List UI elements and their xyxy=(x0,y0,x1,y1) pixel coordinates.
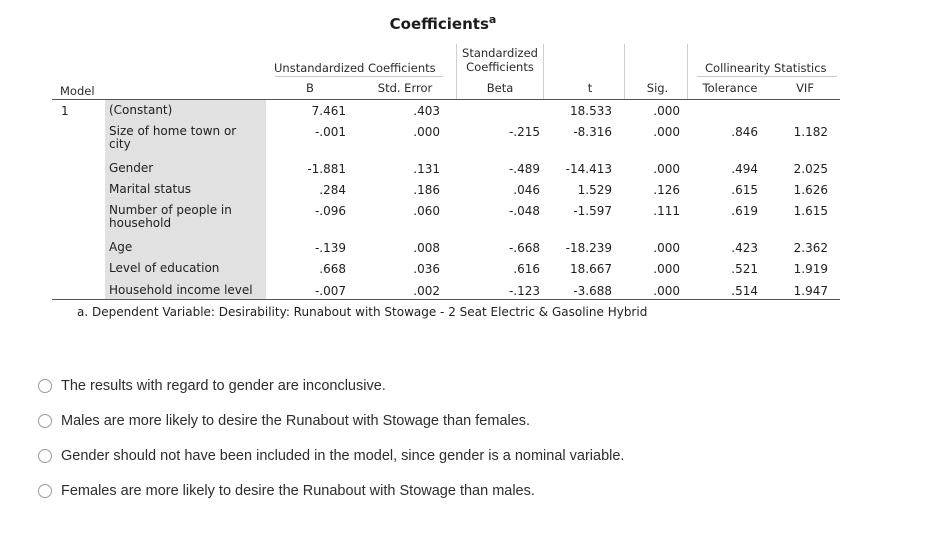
header-standardized-line1: Standardized xyxy=(462,46,538,60)
cell-b: -.139 xyxy=(314,241,346,255)
answer-option-2[interactable] xyxy=(38,412,530,430)
cell-b: 7.461 xyxy=(311,104,346,118)
cell-t: -1.597 xyxy=(573,204,612,218)
cell-se: .000 xyxy=(413,125,440,139)
row-label-line2: household xyxy=(109,216,172,230)
header-vif: VIF xyxy=(796,81,814,95)
cell-se: .403 xyxy=(413,104,440,118)
cell-tol: .514 xyxy=(731,284,758,298)
table-footnote: a. Dependent Variable: Desirability: Runabout with Stowage - 2 Seat Electric & Gasoline Hybrid xyxy=(77,305,648,319)
header-sig: Sig. xyxy=(646,81,669,95)
cell-beta: .616 xyxy=(513,262,540,276)
header-collinearity: Collinearity Statistics xyxy=(705,61,827,75)
answer-option-4[interactable] xyxy=(38,482,535,500)
cell-sig: .000 xyxy=(653,262,680,276)
cell-t: -3.688 xyxy=(573,284,612,298)
answer-option-label: Males are more likely to desire the Runabout with Stowage than females. xyxy=(61,413,531,429)
radio-icon[interactable] xyxy=(38,414,52,428)
header-rule-unstd xyxy=(275,76,443,77)
answer-option-3[interactable] xyxy=(38,447,624,465)
header-divider xyxy=(456,44,457,99)
cell-beta: -.489 xyxy=(508,162,540,176)
answer-option-label: The results with regard to gender are inconclusive. xyxy=(61,378,386,394)
cell-t: 18.533 xyxy=(570,104,612,118)
cell-tol: .846 xyxy=(731,125,758,139)
row-label-line1: Gender xyxy=(109,161,154,175)
cell-sig: .000 xyxy=(653,125,680,139)
cell-se: .186 xyxy=(413,183,440,197)
row-label-line1: (Constant) xyxy=(109,103,173,117)
header-bottom-rule xyxy=(52,99,840,100)
cell-b: -.096 xyxy=(314,204,346,218)
cell-vif: 1.919 xyxy=(793,262,828,276)
cell-tol: .423 xyxy=(731,241,758,255)
header-unstandardized: Unstandardized Coefficients xyxy=(274,61,436,75)
header-divider xyxy=(687,44,688,99)
row-label-line1: Age xyxy=(109,240,133,254)
row-label-line1: Size of home town or xyxy=(109,124,237,138)
row-label xyxy=(109,183,191,196)
row-label xyxy=(109,162,153,175)
row-label xyxy=(109,262,219,275)
cell-t: -18.239 xyxy=(565,241,612,255)
header-divider xyxy=(543,44,544,99)
answer-option-1[interactable] xyxy=(38,377,386,395)
cell-sig: .000 xyxy=(653,104,680,118)
header-b: B xyxy=(306,81,314,95)
radio-icon[interactable] xyxy=(38,484,52,498)
cell-vif: 1.615 xyxy=(793,204,828,218)
cell-tol: .615 xyxy=(731,183,758,197)
cell-b: -.001 xyxy=(314,125,346,139)
header-tolerance: Tolerance xyxy=(702,81,758,95)
answer-option-label: Females are more likely to desire the Runabout with Stowage than males. xyxy=(61,483,535,499)
cell-vif: 1.182 xyxy=(793,125,828,139)
cell-t: -8.316 xyxy=(573,125,612,139)
cell-vif: 2.362 xyxy=(793,241,828,255)
cell-vif: 1.947 xyxy=(793,284,828,298)
cell-t: 1.529 xyxy=(577,183,612,197)
cell-b: -.007 xyxy=(314,284,346,298)
cell-sig: .000 xyxy=(653,162,680,176)
table-title-footnote-marker: a xyxy=(488,13,497,26)
cell-beta: -.048 xyxy=(508,204,540,218)
cell-b: .668 xyxy=(319,262,346,276)
cell-beta: -.668 xyxy=(508,241,540,255)
header-rule-collin xyxy=(697,76,837,77)
row-label-line2: city xyxy=(109,137,131,151)
cell-tol: .521 xyxy=(731,262,758,276)
row-label xyxy=(109,125,236,151)
cell-se: .060 xyxy=(413,204,440,218)
header-divider xyxy=(624,44,625,99)
cell-sig: .000 xyxy=(653,241,680,255)
cell-vif: 2.025 xyxy=(793,162,828,176)
cell-se: .008 xyxy=(413,241,440,255)
row-label xyxy=(109,204,232,230)
row-label-line1: Marital status xyxy=(109,182,192,196)
cell-tol: .494 xyxy=(731,162,758,176)
cell-beta: -.215 xyxy=(508,125,540,139)
header-standardized-line2: Coefficients xyxy=(466,60,534,74)
table-bottom-rule xyxy=(52,299,840,300)
cell-t: 18.667 xyxy=(570,262,612,276)
row-label-line1: Number of people in xyxy=(109,203,232,217)
cell-se: .036 xyxy=(413,262,440,276)
cell-beta: .046 xyxy=(513,183,540,197)
cell-beta: -.123 xyxy=(508,284,540,298)
cell-t: -14.413 xyxy=(565,162,612,176)
cell-sig: .000 xyxy=(653,284,680,298)
header-std-error: Std. Error xyxy=(377,81,433,95)
model-number: 1 xyxy=(61,104,69,118)
row-label xyxy=(109,104,172,117)
header-model: Model xyxy=(60,84,95,98)
row-label xyxy=(109,284,253,297)
row-label-line1: Household income level xyxy=(109,283,253,297)
row-label-line1: Level of education xyxy=(109,261,220,275)
cell-se: .131 xyxy=(413,162,440,176)
radio-icon[interactable] xyxy=(38,449,52,463)
cell-sig: .126 xyxy=(653,183,680,197)
header-t: t xyxy=(587,81,593,95)
cell-b: -1.881 xyxy=(307,162,346,176)
cell-tol: .619 xyxy=(731,204,758,218)
answer-option-label: Gender should not have been included in the model, since gender is a nominal variable. xyxy=(61,448,625,464)
radio-icon[interactable] xyxy=(38,379,52,393)
cell-vif: 1.626 xyxy=(793,183,828,197)
cell-b: .284 xyxy=(319,183,346,197)
header-beta: Beta xyxy=(486,81,514,95)
table-title xyxy=(0,13,886,33)
cell-sig: .111 xyxy=(653,204,680,218)
row-label xyxy=(109,241,132,254)
table-title-text: Coefficients xyxy=(389,15,489,33)
cell-se: .002 xyxy=(413,284,440,298)
